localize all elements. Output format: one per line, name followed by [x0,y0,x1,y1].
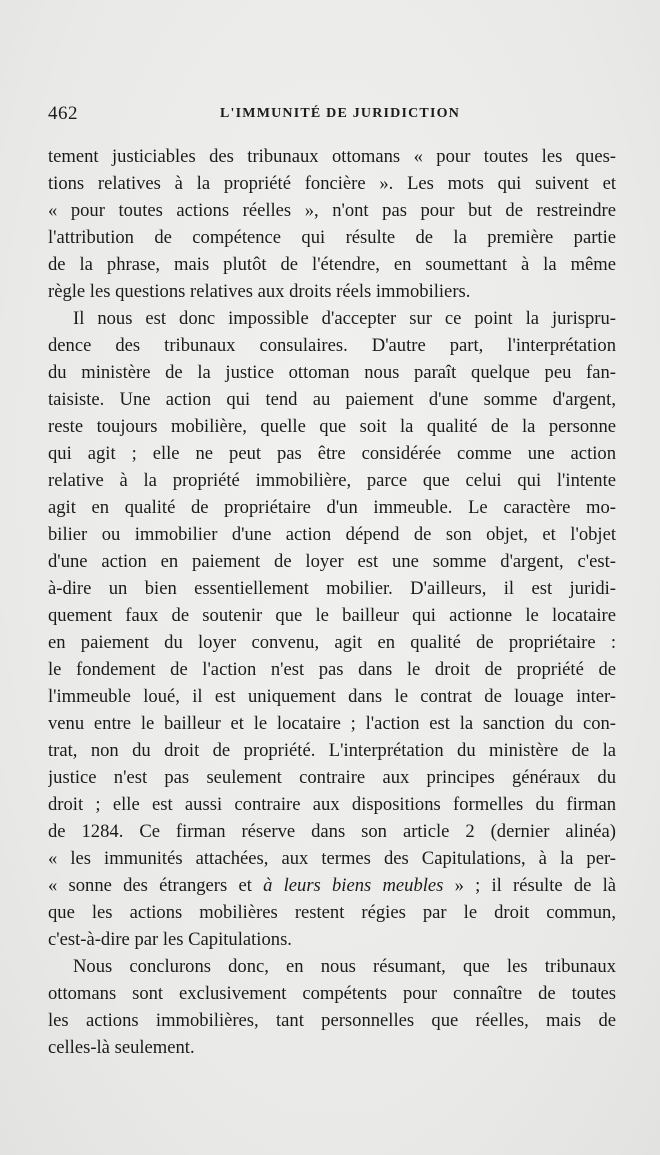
text-line: qui agit ; elle ne peut pas être considérée comme une action [48,443,616,464]
text-line [48,872,616,899]
text-line: en paiement du loyer convenu, agit en qualité de propriétaire : [48,632,616,653]
text-line: que les actions mobilières restent régies par le droit commun, [48,902,616,923]
text-line: « les immunités attachées, aux termes des Capitulations, à la per- [48,848,616,869]
text-line: de 1284. Ce firman réserve dans son article 2 (dernier alinéa) [48,821,616,842]
text-line: droit ; elle est aussi contraire aux dispositions formelles du firman [48,794,616,815]
text-line: Nous conclurons donc, en nous résumant, que les tribunaux [73,956,616,977]
text-line: ottomans sont exclusivement compétents pour connaître de toutes [48,983,616,1004]
page-number: 462 [48,103,78,124]
text-fragment: « sonne des étrangers et [48,875,264,896]
text-line: tement justiciables des tribunaux ottomans « pour toutes les ques- [48,146,616,167]
text-line: venu entre le bailleur et le locataire ; l'action est la sanction du con- [48,713,616,734]
text-line: agit en qualité de propriétaire d'un immeuble. Le caractère mo- [48,497,616,518]
text-line: bilier ou immobilier d'une action dépend de son objet, et l'objet [48,524,616,545]
text-line: Il nous est donc impossible d'accepter sur ce point la jurispru- [73,308,616,329]
text-line: le fondement de l'action n'est pas dans le droit de propriété de [48,659,616,680]
text-line: tions relatives à la propriété foncière ». Les mots qui suivent et [48,173,616,194]
text-fragment: » ; il résulte de là [443,875,616,896]
text-line: reste toujours mobilière, quelle que soit la qualité de la personne [48,416,616,437]
text-line: règle les questions relatives aux droits réels immobiliers. [48,281,471,302]
text-line: à-dire un bien essentiellement mobilier. D'ailleurs, il est juridi- [48,578,616,599]
text-line: l'attribution de compétence qui résulte de la première partie [48,227,616,248]
text-line: c'est-à-dire par les Capitulations. [48,929,292,950]
running-title: L'IMMUNITÉ DE JURIDICTION [220,106,461,121]
text-line: de la phrase, mais plutôt de l'étendre, en soumettant à la même [48,254,616,275]
text-line: l'immeuble loué, il est uniquement dans le contrat de louage inter- [48,686,616,707]
text-line: « pour toutes actions réelles », n'ont pas pour but de restreindre [48,200,616,221]
text-line: quement faux de soutenir que le bailleur qui actionne le locataire [48,605,616,626]
text-line: d'une action en paiement de loyer est une somme d'argent, c'est- [48,551,616,572]
text-line: les actions immobilières, tant personnelles que réelles, mais de [48,1010,616,1031]
text-line: relative à la propriété immobilière, parce que celui qui l'intente [48,470,616,491]
text-line: dence des tribunaux consulaires. D'autre part, l'interprétation [48,335,616,356]
page-header [48,103,616,127]
text-line: trat, non du droit de propriété. L'interprétation du ministère de la [48,740,616,761]
body-text [48,143,616,1061]
text-line: du ministère de la justice ottoman nous paraît quelque peu fan- [48,362,616,383]
text-line: justice n'est pas seulement contraire aux principes généraux du [48,767,616,788]
text-line: taisiste. Une action qui tend au paiement d'une somme d'argent, [48,389,616,410]
text-line: celles-là seulement. [48,1037,195,1058]
italic-phrase: à leurs biens meubles [263,875,444,896]
